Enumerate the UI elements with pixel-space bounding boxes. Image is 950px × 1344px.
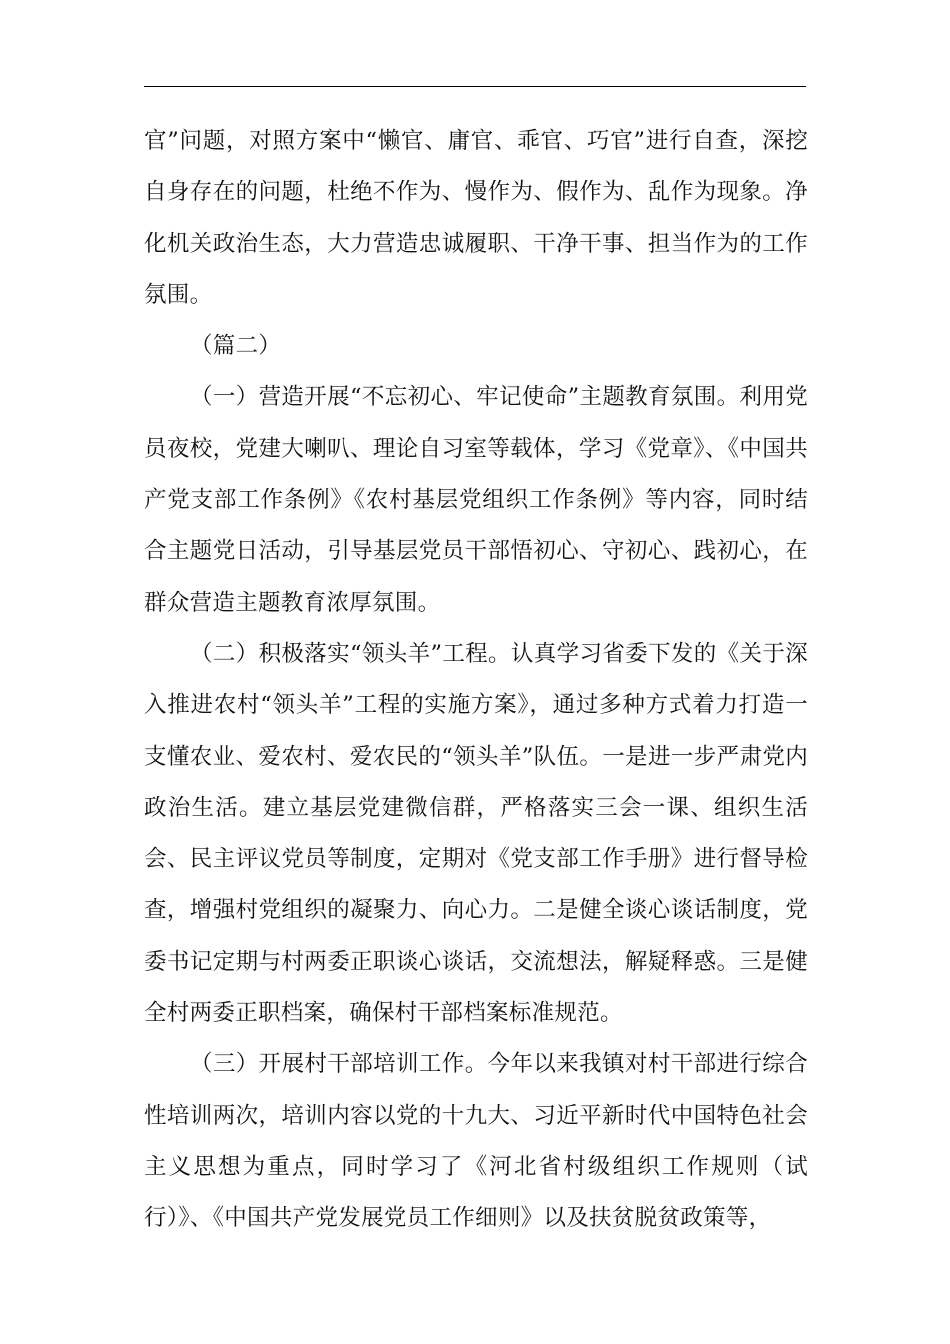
document-body	[144, 116, 808, 1245]
paragraph-item-one: （一）营造开展“不忘初心、牢记使命”主题教育氛围。利用党员夜校，党建大喇叭、理论自习室等载体，学习《党章》、《中国共产党支部工作条例》《农村基层党组织工作条例》等内容，同时结合主题党日活动，引导基层党员干部悟初心、守初心、践初心，在群众营造主题教育浓厚氛围。	[144, 384, 808, 616]
paragraph-item-two: （二）积极落实“领头羊”工程。认真学习省委下发的《关于深入推进农村“领头羊”工程的实施方案》，通过多种方式着力打造一支懂农业、爱农村、爱农民的“领头羊”队伍。一是进一步严肃党内政治生活。建立基层党建微信群，严格落实三会一课、组织生活会、民主评议党员等制度，定期对《党支部工作手册》进行督导检查，增强村党组织的凝聚力、向心力。二是健全谈心谈话制度，党委书记定期与村两委正职谈心谈话，交流想法，解疑释惑。三是健全村两委正职档案，确保村干部档案标准规范。	[144, 640, 808, 1027]
header-rule	[144, 86, 806, 87]
section-heading-part-two: （篇二）	[190, 333, 282, 360]
paragraph-continued: 官”问题，对照方案中“懒官、庸官、乖官、巧官”进行自查，深挖自身存在的问题，杜绝不作为、慢作为、假作为、乱作为现象。净化机关政治生态，大力营造忠诚履职、干净干事、担当作为的工作氛围。	[144, 128, 808, 308]
paragraph-item-three: （三）开展村干部培训工作。今年以来我镇对村干部进行综合性培训两次，培训内容以党的十九大、习近平新时代中国特色社会主义思想为重点，同时学习了《河北省村级组织工作规则（试行）》、《中国共产党发展党员工作细则》以及扶贫脱贫政策等，	[144, 1051, 808, 1232]
